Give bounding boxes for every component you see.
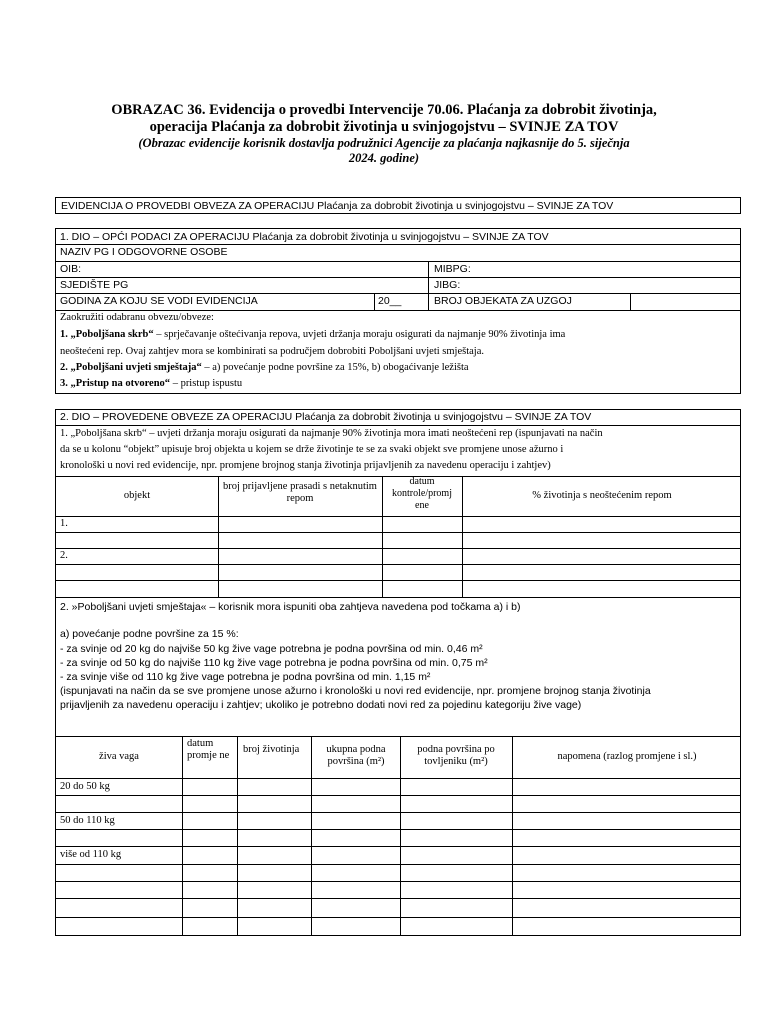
banner-rest: Plaćanja za dobrobit životinja u svinjogojstvu – SVINJE ZA TOV <box>314 200 614 212</box>
section2-b2: - za svinje od 50 kg do najviše 110 kg žive vage potrebna je podna površina od min. 0,75 m² <box>60 657 488 669</box>
godina-label: GODINA ZA KOJU SE VODI EVIDENCIJA <box>60 295 258 307</box>
form-subtitle <box>90 136 678 166</box>
subtitle-line-1: (Obrazac evidencije korisnik dostavlja podružnici Agencije za plaćanja najkasnije do 5. siječnja <box>138 136 630 150</box>
obligation-1-cont: neoštećeni rep. Ovaj zahtjev mora se kombinirati sa područjem dobrobiti Poboljšani uvjeti smještaja. <box>60 346 484 357</box>
section1-line-1: 1. „Poboljšana skrb“ – uvjeti držanja moraju osigurati da najmanje 90% životinja mora imati neoštećeni rep (ispunjavati na način <box>60 428 603 439</box>
oib-field[interactable]: OIB: <box>60 263 82 275</box>
t2-header-napomena: napomena (razlog promjene i sl.) <box>557 751 697 762</box>
jibg-field[interactable]: JIBG: <box>434 279 461 291</box>
evidence-banner <box>55 197 741 214</box>
t1-row-1-label: 1. <box>60 518 68 529</box>
form-title <box>60 102 708 136</box>
naziv-label: NAZIV PG I ODGOVORNE OSOBE <box>60 246 228 258</box>
t2-row-20-50: 20 do 50 kg <box>60 781 110 792</box>
subtitle-line-2: 2024. godine) <box>348 151 420 165</box>
section1-line-3: kronološki u novi red evidencije, npr. promjene brojnog stanja životinja prijavljenih za navedenu operaciju i zahtjev) <box>60 460 551 471</box>
banner-caps: EVIDENCIJA O PROVEDBI OBVEZA ZA OPERACIJU <box>61 200 315 212</box>
t2-header-datum: datum promje ne <box>187 738 230 761</box>
mibpg-field[interactable]: MIBPG: <box>434 263 471 275</box>
obligation-1[interactable]: 1. „Poboljšana skrb“ – sprječavanje oštećivanja repova, uvjeti držanja moraju osigurati da najmanje 90% životinja ima <box>60 329 566 340</box>
t1-header-postotak: % životinja s neoštećenim repom <box>532 490 672 501</box>
title-line-2: operacija Plaćanja za dobrobit životinja u svinjogojstvu – SVINJE ZA TOV <box>149 119 619 135</box>
section2-a: a) povećanje podne površine za 15 %: <box>60 628 239 640</box>
t2-header-ukupna: ukupna podna površina (m²) <box>326 744 386 767</box>
section2-note-2: prijavljenih za navedenu operaciju i zahtjev; ukoliko je potrebno dodati novi red za pojedinu kategoriju žive vage) <box>60 699 582 711</box>
t1-header-datum: datum kontrole/promj ene <box>392 476 452 511</box>
t2-header-po-tovljeniku: podna površina po tovljeniku (m²) <box>417 744 495 767</box>
year-field[interactable]: 20__ <box>378 295 402 307</box>
section2-title: 2. »Poboljšani uvjeti smještaja« – korisnik mora ispuniti oba zahtjeva navedena pod točkama a) i b) <box>60 601 521 613</box>
part2-title: 2. DIO – PROVEDENE OBVEZE ZA OPERACIJU Plaćanja za dobrobit životinja u svinjogojstvu – SVINJE ZA TOV <box>60 411 592 423</box>
t1-header-broj: broj prijavljene prasadi s netaknutim repom <box>223 481 377 504</box>
title-line-1: OBRAZAC 36. Evidencija o provedbi Intervencije 70.06. Plaćanja za dobrobit životinja, <box>111 102 657 118</box>
t2-header-ziva-vaga: živa vaga <box>99 751 139 762</box>
section2-b1: - za svinje od 20 kg do najviše 50 kg žive vage potrebna je podna površina od min. 0,46 m² <box>60 643 483 655</box>
broj-objekata-label: BROJ OBJEKATA ZA UZGOJ <box>434 295 572 307</box>
t2-row-110-plus: više od 110 kg <box>60 849 122 860</box>
part1-title: 1. DIO – OPĆI PODACI ZA OPERACIJU Plaćanja za dobrobit životinja u svinjogojstvu – SVINJE ZA TOV <box>60 231 549 243</box>
t1-header-objekt: objekt <box>123 490 151 501</box>
sjediste-field[interactable]: SJEDIŠTE PG <box>60 279 129 291</box>
zaokruziti-label: Zaokružiti odabranu obvezu/obveze: <box>60 312 214 323</box>
section2-note-1: (ispunjavati na način da se sve promjene unose ažurno i kronološki u novi red evidencije, npr. promjene brojnog stanja životinja <box>60 685 651 697</box>
obligation-3[interactable]: 3. „Pristup na otvoreno“ – pristup ispustu <box>60 378 243 389</box>
t2-row-50-110: 50 do 110 kg <box>60 815 115 826</box>
section1-line-2: da se u kolonu “objekt” upisuje broj objekta u kojem se drže životinje te se za svaki objekt sve promjene unose ažurno i <box>60 444 564 455</box>
section2-b3: - za svinje više od 110 kg žive vage potrebna je podna površina od min. 1,15 m² <box>60 671 431 683</box>
t2-header-broj: broj životinja <box>243 744 300 755</box>
obligation-2[interactable]: 2. „Poboljšani uvjeti smještaja“ – a) povećanje podne površine za 15%, b) obogaćivanje ležišta <box>60 362 469 373</box>
t1-row-2-label: 2. <box>60 550 68 561</box>
